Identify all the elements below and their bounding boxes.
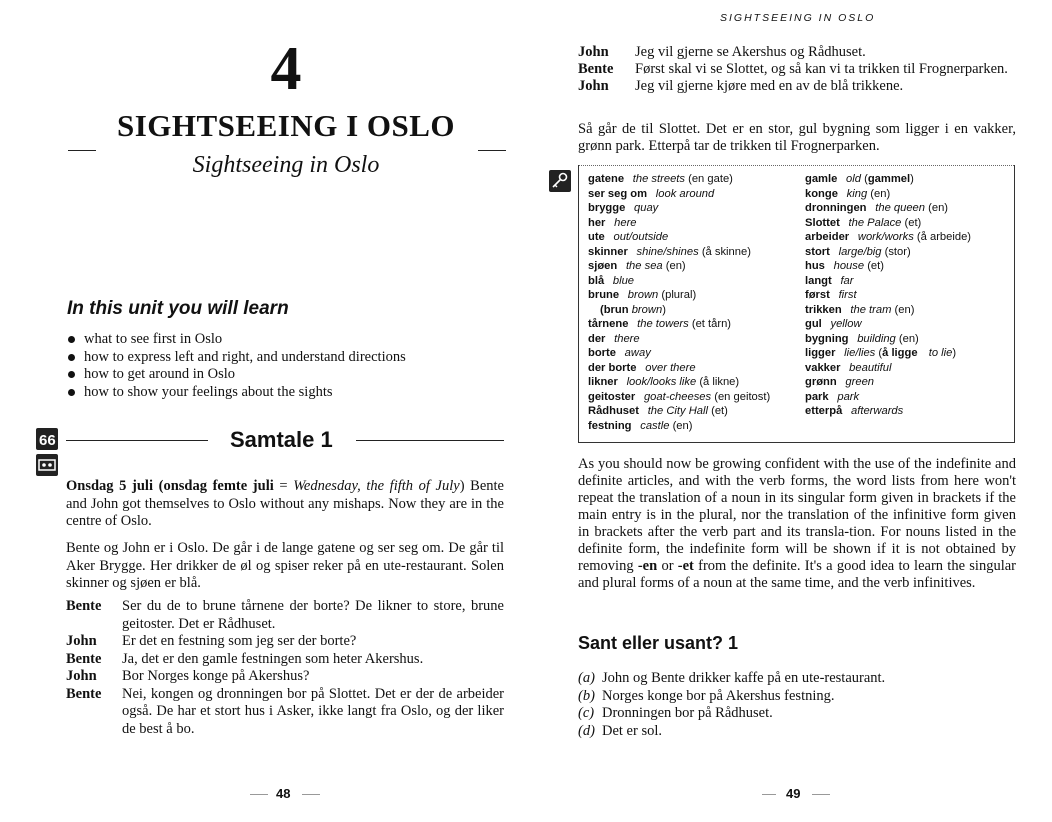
unit-item: how to show your feelings about the sights	[67, 384, 406, 402]
vocab-translation: the tram	[850, 303, 892, 316]
vocab-translation: afterwards	[851, 405, 904, 417]
vocab-translation: out/outside	[613, 231, 669, 243]
vocab-word: ute	[588, 231, 605, 243]
running-head: SIGHTSEEING IN OSLO	[720, 12, 876, 24]
dialogue-continued	[578, 44, 1016, 95]
vocab-word: der	[588, 332, 606, 345]
vocab-note: (en)	[894, 303, 915, 316]
speaker: Bente	[578, 61, 614, 77]
dialogue-line	[66, 668, 504, 686]
vocab-entry	[588, 390, 798, 405]
vocab-entry	[805, 245, 1013, 260]
vocab-note: (å skinne)	[701, 245, 751, 258]
vocab-word: gatene	[588, 173, 625, 185]
vocab-word: konge	[805, 187, 838, 200]
vocab-translation: first	[838, 289, 857, 301]
intro-paragraph	[66, 478, 504, 531]
vocab-word: ser seg om	[588, 187, 648, 200]
vocab-note: (å likne)	[699, 376, 740, 388]
vocab-translation: there	[614, 332, 640, 345]
unit-heading: In this unit you will learn	[67, 298, 289, 319]
section-heading-row	[66, 428, 506, 452]
intro-text: Bente and John got themselves to Oslo without any mishaps. Now they are in the centre of Oslo.	[66, 478, 504, 529]
heading-rule-left	[66, 440, 208, 441]
vocab-entry	[588, 404, 798, 419]
vocab-translation: castle	[640, 419, 670, 432]
narrative-paragraph: Bente og John er i Oslo. De går i de lange gatene og ser seg om. De går til Aker Brygge. Her drikker de øl og spiser reker på en ute-restaurant. Solen skinner og sjøen er blå.	[66, 540, 504, 591]
vocab-word: Rådhuset	[588, 405, 639, 417]
vocab-word: dronningen	[805, 202, 867, 214]
vocab-translation: beautiful	[849, 361, 892, 374]
vocab-translation: large/big	[838, 245, 882, 258]
unit-item: what to see first in Oslo	[67, 331, 406, 349]
vocab-translation: shine/shines	[636, 245, 699, 258]
vocab-translation: lie/lies	[844, 347, 876, 359]
cassette-icon	[36, 454, 58, 476]
vocab-word: brune	[588, 289, 620, 301]
vocab-translation: park	[837, 390, 860, 403]
speaker: John	[578, 78, 609, 94]
vocab-word: blå	[588, 274, 605, 287]
audio-speech-icon	[36, 428, 58, 450]
vocab-note: (å ligge	[878, 347, 918, 359]
svg-text:66: 66	[39, 432, 56, 449]
item-text: Dronningen bor på Rådhuset.	[602, 705, 773, 721]
vocab-entry	[588, 216, 798, 231]
vocab-translation: yellow	[830, 318, 862, 330]
chapter-number: 4	[270, 35, 302, 103]
vocab-word: tårnene	[588, 318, 629, 330]
vocab-word: skinner	[588, 245, 628, 258]
vocab-word: festning	[588, 419, 632, 432]
vocab-translation: old	[846, 173, 861, 185]
item-label: (b)	[578, 687, 595, 704]
note-paragraph: As you should now be growing confident with the use of the indefinite and definite articles, and with the verb forms, the word lists from here won't repeat the translation of a noun in its singular form given in brackets if the main entry is in the plural, nor the translation of the infinitive form given in brackets after the verb part and its transla-tion. For nouns listed in the definite form, the indefinite form will be shown if it is not obtained by removing -en or -et from the definite. It's a good idea to learn the singular and plural forms of a noun at the same time, and the verb infinitives.	[578, 456, 1016, 591]
vocab-note: (et tårn)	[691, 318, 732, 330]
vocab-entry	[805, 201, 1013, 216]
vocab-entry	[805, 172, 1013, 187]
line-text: Ser du de to brune tårnene der borte? De likner to store, brune geitoster. Det er Rådhuset.	[122, 598, 504, 632]
speaker: John	[66, 633, 97, 649]
vocab-word: likner	[588, 376, 618, 388]
vocab-translation: the City Hall	[647, 405, 708, 417]
speaker: Bente	[66, 650, 102, 667]
vocab-entry	[588, 288, 798, 303]
vocab-entry	[588, 419, 798, 434]
vocab-note: (en gate)	[688, 173, 733, 185]
item-text: Norges konge bor på Akershus festning.	[602, 687, 835, 704]
vocab-translation: to lie	[928, 347, 953, 359]
vocabulary-column-2	[805, 172, 1013, 419]
title-rule-left	[68, 150, 96, 151]
item-text: John og Bente drikker kaffe på en ute-restaurant.	[602, 670, 886, 686]
vocab-translation: the queen	[875, 202, 926, 214]
vocab-note: (et)	[904, 216, 922, 229]
vocab-note: )	[662, 303, 666, 316]
vocab-word: bygning	[805, 332, 849, 345]
vocab-word: der borte	[588, 361, 637, 374]
vocab-word: først	[805, 289, 830, 301]
vocab-entry	[588, 172, 798, 187]
dialogue-line	[66, 598, 504, 633]
line-text: Først skal vi se Slottet, og så kan vi ta trikken til Frognerparken.	[635, 61, 1008, 77]
vocab-entry	[805, 317, 1013, 332]
vocab-translation: look/looks like	[626, 376, 697, 388]
item-label: (d)	[578, 722, 595, 739]
vocab-translation: the streets	[632, 173, 685, 185]
vocab-translation: brown	[627, 289, 659, 301]
vocab-entry	[588, 303, 798, 318]
exercise-item	[578, 705, 885, 723]
vocab-word: borte	[588, 347, 616, 359]
vocab-entry	[588, 187, 798, 202]
date-line-eq: =	[273, 478, 294, 494]
vocab-word: park	[805, 390, 829, 403]
vocab-translation: brown	[631, 303, 663, 316]
vocab-translation: king	[846, 187, 868, 200]
speaker: John	[66, 668, 97, 684]
vocab-entry	[588, 230, 798, 245]
vocab-entry	[588, 259, 798, 274]
date-line-italic: Wednesday, the fifth of July	[293, 478, 460, 494]
vocab-translation: the Palace	[848, 216, 902, 229]
vocab-note: (plural)	[661, 289, 697, 301]
vocab-word: arbeider	[805, 231, 850, 243]
vocab-note: (en)	[665, 260, 686, 272]
vocab-translation: blue	[612, 274, 635, 287]
vocab-entry	[588, 274, 798, 289]
title-rule-right	[478, 150, 506, 151]
vocab-entry	[588, 375, 798, 390]
line-text: Bor Norges konge på Akershus?	[122, 668, 310, 684]
folio-dash-left	[250, 794, 268, 795]
vocab-word: (brun	[600, 303, 629, 316]
exercise-item	[578, 670, 885, 688]
vocab-translation: goat-cheeses	[643, 390, 712, 403]
vocab-word: Slottet	[805, 216, 840, 229]
vocabulary-box	[578, 165, 1015, 443]
vocab-word: gul	[805, 318, 822, 330]
item-text: Det er sol.	[602, 722, 662, 739]
speaker: John	[578, 44, 609, 60]
vocab-translation: the sea	[625, 260, 663, 272]
vocab-entry: ligger lie/lies (å ligge to lie)	[805, 347, 957, 359]
vocab-note: (en)	[898, 332, 919, 345]
narrative-paragraph-right: Så går de til Slottet. Det er en stor, gul bygning som ligger i en vakker, grønn park. Etterpå tar de trikken til Frognerparken.	[578, 121, 1016, 154]
vocab-entry	[805, 375, 1013, 390]
vocab-entry	[588, 332, 798, 347]
vocab-note: (stor)	[884, 245, 911, 258]
vocab-translation: far	[840, 274, 854, 287]
vocab-word: hus	[805, 260, 825, 272]
vocab-translation: look around	[655, 187, 715, 200]
vocab-word: grønn	[805, 376, 837, 388]
vocab-entry	[588, 317, 798, 332]
vocab-translation: here	[614, 216, 637, 229]
dialogue-line	[66, 633, 504, 651]
exercise-heading: Sant eller usant? 1	[578, 633, 739, 653]
heading-rule-right	[356, 440, 504, 441]
chapter-title: SIGHTSEEING I OSLO	[116, 108, 456, 143]
vocab-translation: green	[845, 376, 875, 388]
folio-dash-right	[812, 794, 830, 795]
vocab-word: langt	[805, 274, 832, 287]
line-text: Ja, det er den gamle festningen som heter Akershus.	[122, 650, 424, 667]
date-line-close: )	[459, 478, 465, 494]
vocab-translation: the towers	[637, 318, 689, 330]
vocab-word: stort	[805, 245, 830, 258]
unit-list	[67, 331, 406, 401]
vocab-translation: house	[833, 260, 865, 272]
vocab-word: vakker	[805, 361, 841, 374]
item-label: (a)	[578, 670, 595, 686]
vocabulary-key-icon	[549, 170, 571, 192]
date-line-bold: Onsdag 5 juli (onsdag femte juli	[66, 478, 274, 494]
vocab-entry	[805, 259, 1013, 274]
vocab-translation: building	[857, 332, 896, 345]
vocab-entry	[805, 274, 1013, 289]
vocab-note: (gammel)	[864, 173, 914, 185]
vocab-entry	[588, 361, 798, 376]
vocab-entry	[588, 201, 798, 216]
unit-item: how to express left and right, and understand directions	[67, 349, 406, 367]
vocab-translation: quay	[634, 202, 659, 214]
vocab-note: (en)	[672, 419, 693, 432]
vocab-entry	[805, 303, 1013, 318]
vocab-word: brygge	[588, 202, 626, 214]
vocab-word: geitoster	[588, 390, 636, 403]
vocab-entry	[588, 346, 798, 361]
page-number: 48	[276, 786, 291, 801]
vocab-word: gamle	[805, 173, 838, 185]
vocab-word: sjøen	[588, 260, 618, 272]
vocab-note: (å arbeide)	[916, 231, 972, 243]
vocab-translation: over there	[645, 361, 696, 374]
vocab-entry	[805, 361, 1013, 376]
page-number-right: 49	[786, 786, 801, 801]
vocab-translation: away	[624, 347, 651, 359]
vocab-entry	[805, 216, 1013, 231]
vocab-word: trikken	[805, 303, 842, 316]
line-text: Jeg vil gjerne kjøre med en av de blå trikkene.	[635, 78, 904, 94]
unit-item: how to get around in Oslo	[67, 366, 406, 384]
dialogue-line	[578, 78, 1016, 95]
vocab-note: (et)	[711, 405, 728, 417]
vocab-entry	[805, 187, 1013, 202]
dialogue-line	[66, 686, 504, 739]
vocab-note: (en)	[928, 202, 949, 214]
section-heading: Samtale 1	[230, 427, 333, 452]
vocab-note: (en)	[870, 187, 891, 200]
vocab-note: (et)	[867, 260, 884, 272]
line-text: Jeg vil gjerne se Akershus og Rådhuset.	[635, 44, 866, 60]
line-text: Nei, kongen og dronningen bor på Slottet. Det er der de arbeider også. De har et stort hus i Asker, ikke langt fra Oslo, og der liker de best å bo.	[122, 685, 504, 737]
vocab-entry	[805, 230, 1013, 245]
line-text: Er det en festning som jeg ser der borte?	[122, 633, 357, 649]
dialogue-line	[66, 651, 504, 669]
dialogue	[66, 598, 504, 738]
vocab-word: ligger	[805, 347, 836, 359]
vocab-word: etterpå	[805, 405, 843, 417]
exercise-item	[578, 723, 885, 741]
vocab-entry	[805, 390, 1013, 405]
vocab-entry	[805, 288, 1013, 303]
speaker: Bente	[66, 685, 102, 702]
item-label: (c)	[578, 705, 595, 721]
dialogue-line	[578, 61, 1016, 78]
folio-dash-left	[762, 794, 776, 795]
exercise-list	[578, 670, 885, 740]
speaker: Bente	[66, 598, 102, 614]
vocab-translation: work/works	[857, 231, 914, 243]
vocab-word: her	[588, 216, 606, 229]
vocabulary-column-1	[588, 172, 798, 433]
vocab-entry	[588, 245, 798, 260]
chapter-subtitle: Sightseeing in Oslo	[192, 152, 380, 178]
vocab-entry	[805, 332, 1013, 347]
vocab-entry	[805, 404, 1013, 419]
folio-dash-right	[302, 794, 320, 795]
dialogue-line	[578, 44, 1016, 61]
exercise-item	[578, 688, 885, 706]
vocab-note: (en geitost)	[714, 390, 771, 403]
